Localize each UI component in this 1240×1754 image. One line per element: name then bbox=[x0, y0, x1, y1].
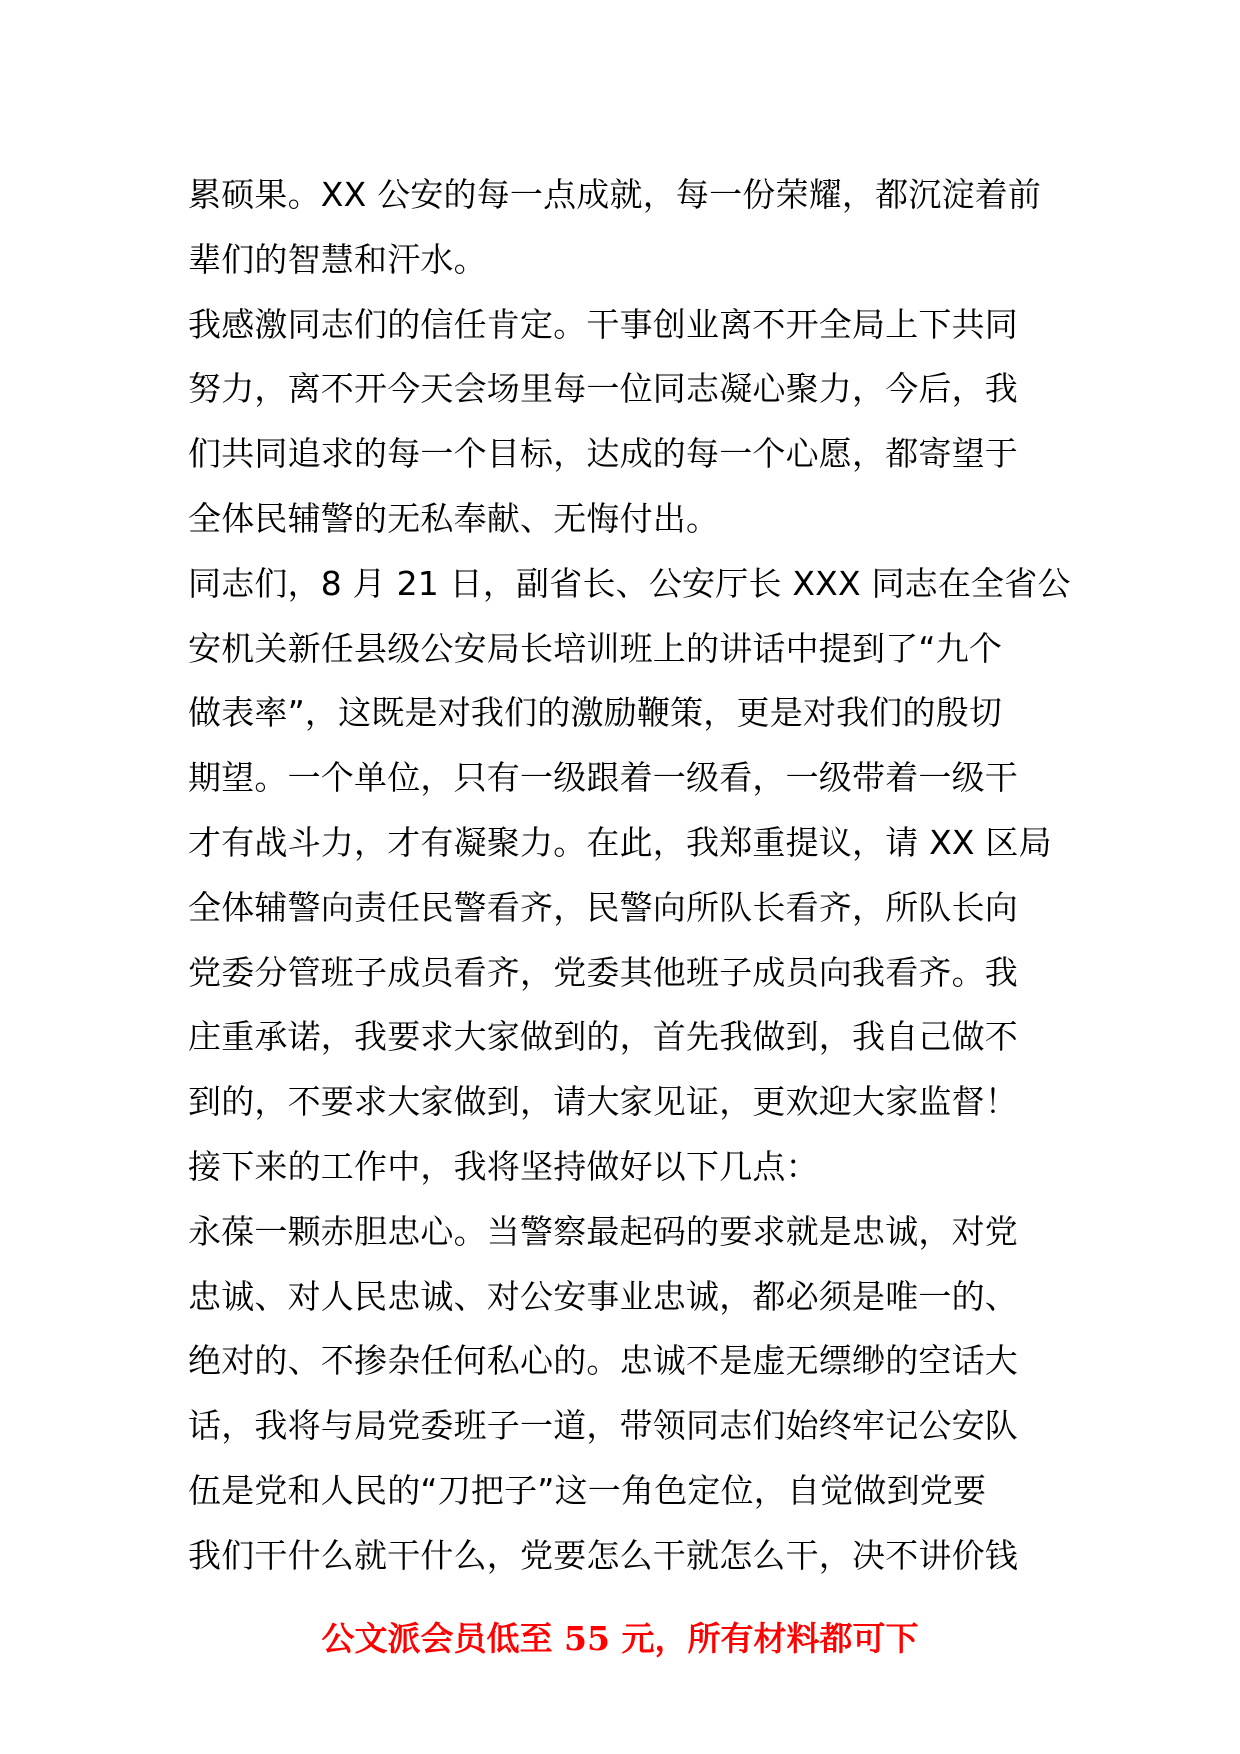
text-line: 做表率”，这既是对我们的激励鞭策，更是对我们的殷切 bbox=[188, 693, 1003, 733]
text-line: 安机关新任县级公安局长培训班上的讲话中提到了“九个 bbox=[188, 628, 1003, 668]
body-text bbox=[188, 163, 1071, 1589]
text-line: 绝对的、不掺杂任何私心的。忠诚不是虚无缥缈的空话大 bbox=[188, 1341, 1018, 1381]
text-line: 辈们的智慧和汗水。 bbox=[188, 239, 487, 279]
promo-footer: 公文派会员低至 55 元，所有材料都可下 bbox=[321, 1619, 919, 1658]
text-line: 同志们，8 月 21 日，副省长、公安厅长 XXX 同志在全省公 bbox=[188, 563, 1071, 603]
text-line: 接下来的工作中，我将坚持做好以下几点： bbox=[188, 1146, 819, 1186]
text-line: 庄重承诺，我要求大家做到的，首先我做到，我自己做不 bbox=[188, 1017, 1018, 1057]
text-line: 我们干什么就干什么，党要怎么干就怎么干，决不讲价钱 bbox=[188, 1535, 1018, 1575]
text-line: 伍是党和人民的“刀把子”这一角色定位，自觉做到党要 bbox=[188, 1470, 987, 1510]
text-line: 努力，离不开今天会场里每一位同志凝心聚力，今后，我 bbox=[188, 369, 1018, 409]
text-line: 们共同追求的每一个目标，达成的每一个心愿，都寄望于 bbox=[188, 434, 1018, 474]
text-line: 我感激同志们的信任肯定。干事创业离不开全局上下共同 bbox=[188, 304, 1018, 344]
text-line: 永葆一颗赤胆忠心。当警察最起码的要求就是忠诚，对党 bbox=[188, 1211, 1018, 1251]
text-line: 期望。一个单位，只有一级跟着一级看，一级带着一级干 bbox=[188, 758, 1018, 798]
text-line: 累硕果。XX 公安的每一点成就，每一份荣耀，都沉淀着前 bbox=[188, 175, 1042, 214]
text-line: 全体民辅警的无私奉献、无悔付出。 bbox=[188, 498, 720, 538]
text-line: 才有战斗力，才有凝聚力。在此，我郑重提议，请 XX 区局 bbox=[188, 822, 1052, 862]
text-line: 话，我将与局党委班子一道，带领同志们始终牢记公安队 bbox=[188, 1406, 1018, 1446]
text-line: 到的，不要求大家做到，请大家见证，更欢迎大家监督！ bbox=[188, 1082, 1018, 1122]
text-line: 忠诚、对人民忠诚、对公安事业忠诚，都必须是唯一的、 bbox=[188, 1276, 1018, 1316]
text-line: 党委分管班子成员看齐，党委其他班子成员向我看齐。我 bbox=[188, 952, 1018, 992]
text-line: 全体辅警向责任民警看齐，民警向所队长看齐，所队长向 bbox=[188, 887, 1018, 927]
